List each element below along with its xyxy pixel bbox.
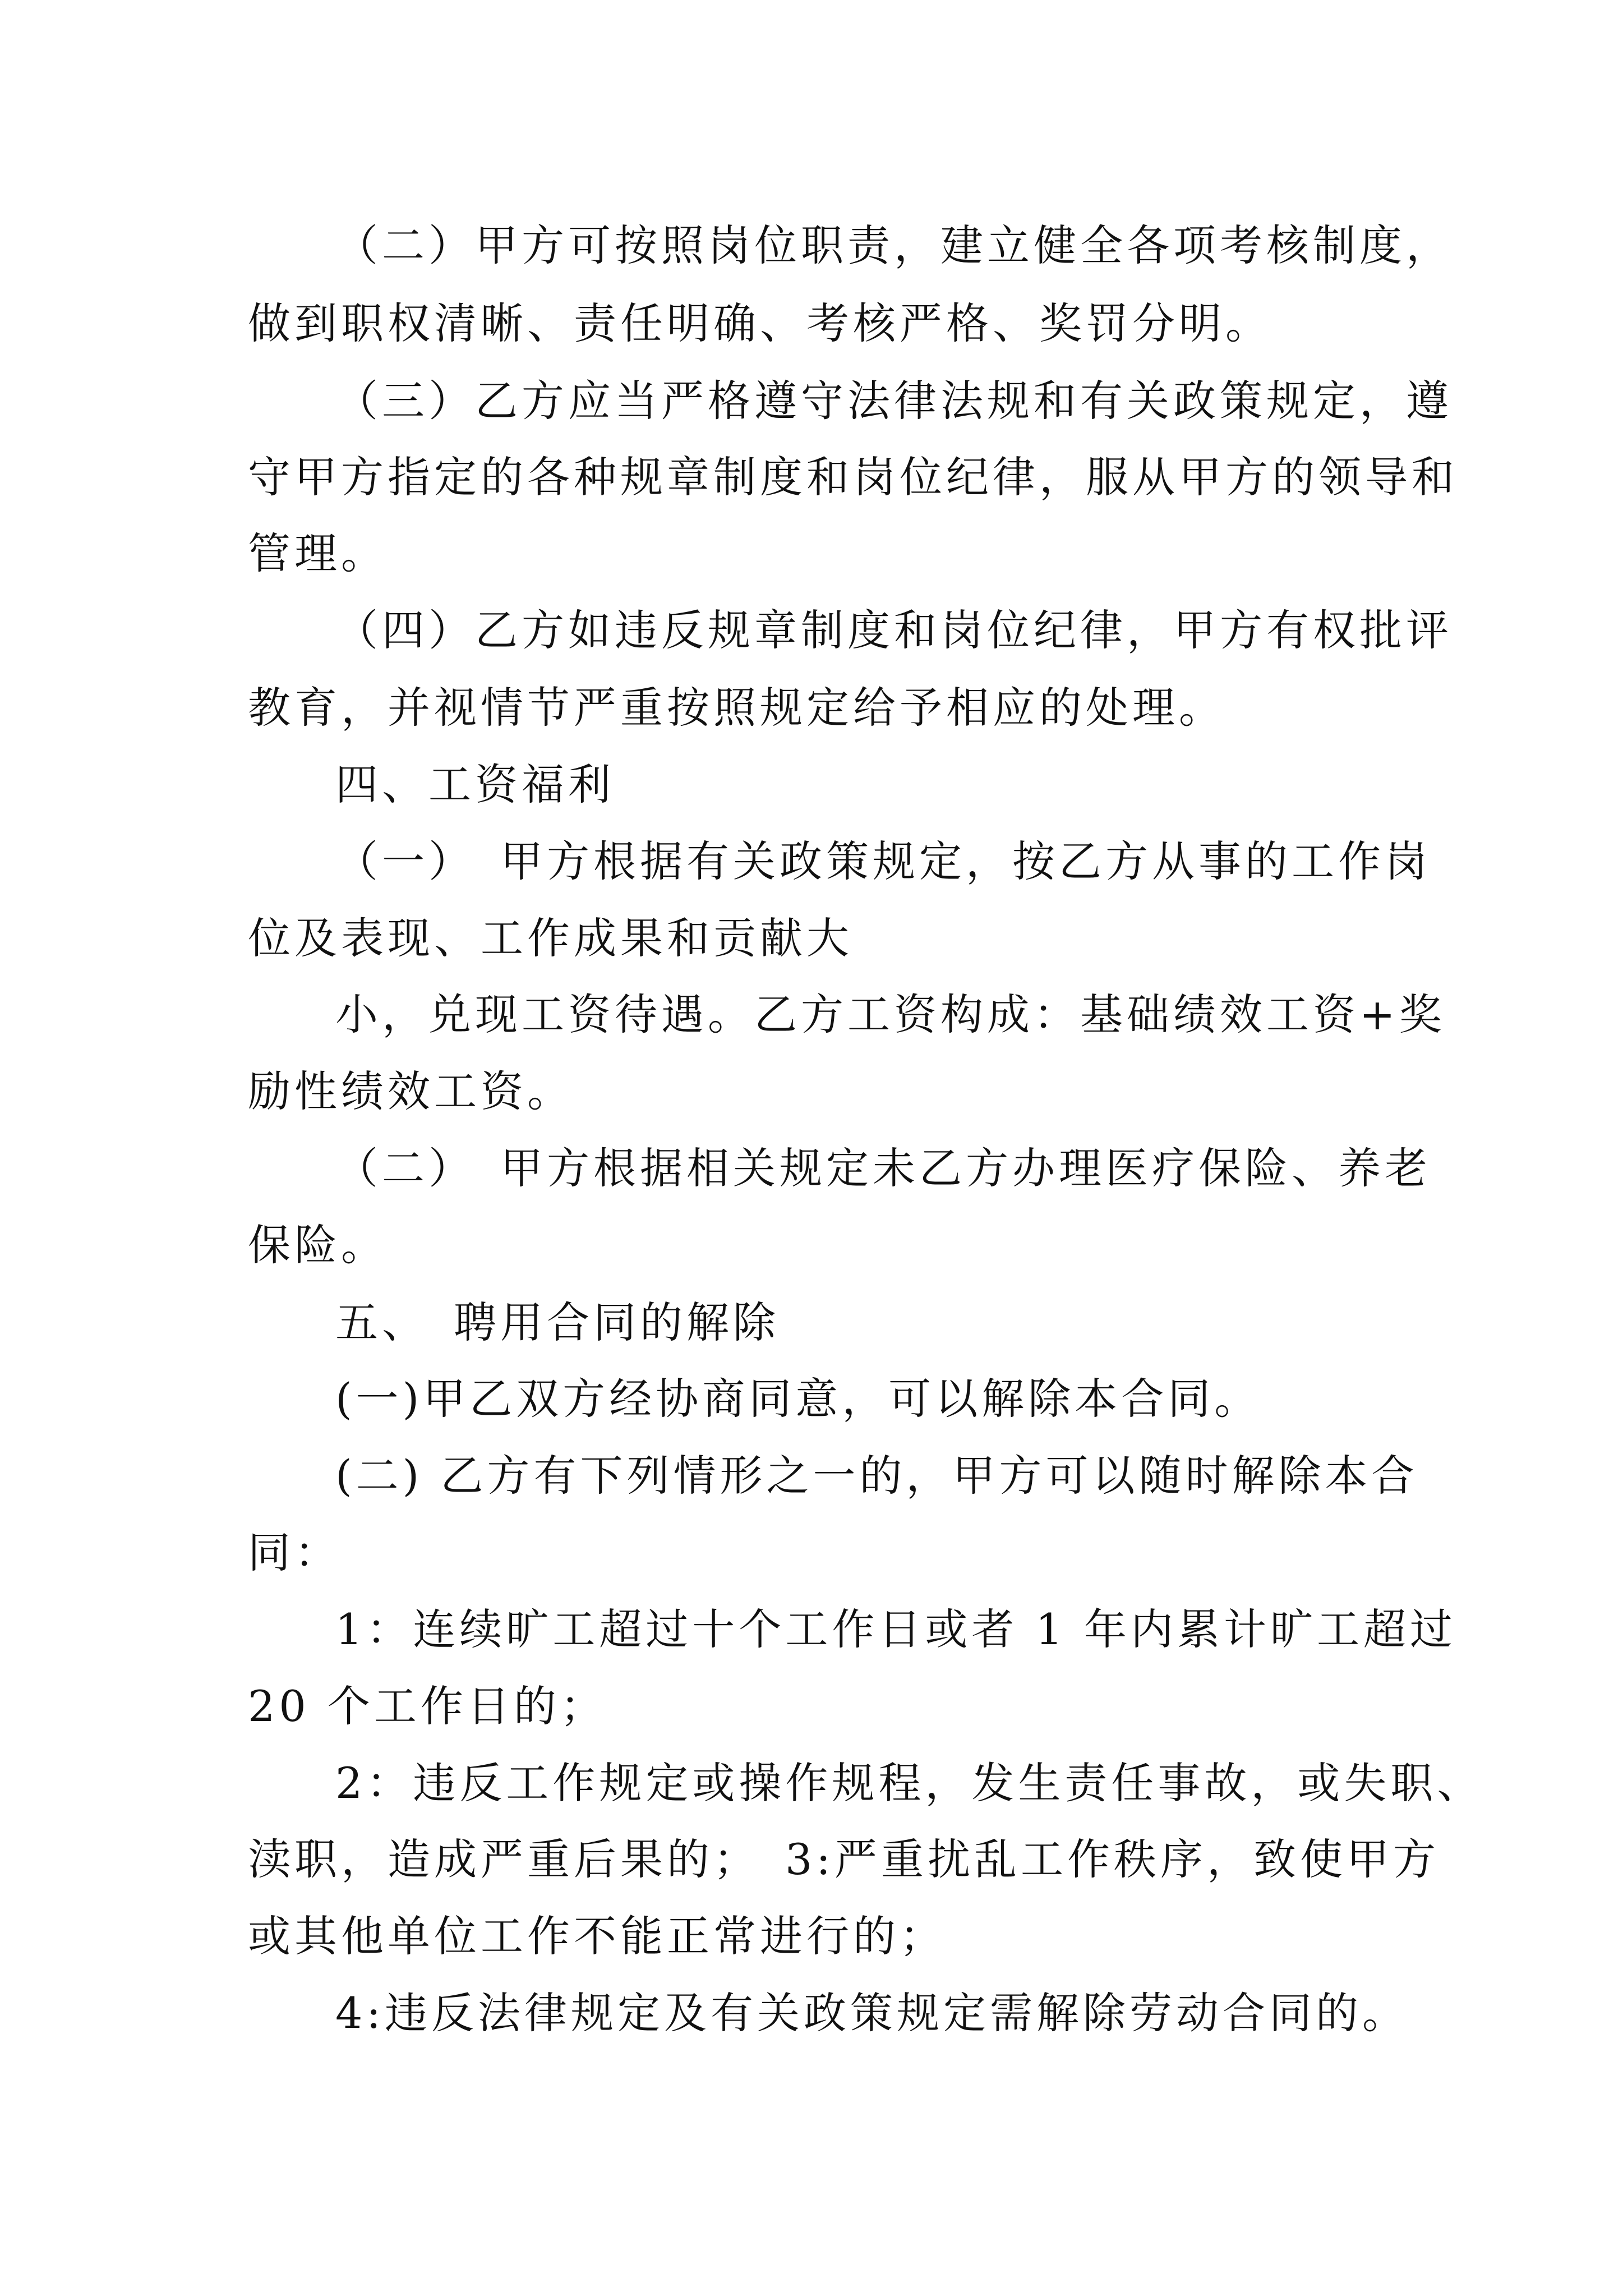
text-line: 或其他单位工作不能正常进行的； <box>248 1911 946 1961</box>
text-line: 同： <box>248 1527 341 1577</box>
text-line: 小，兑现工资待遇。乙方工资构成：基础绩效工资+奖 <box>335 990 1446 1039</box>
text-line: 2：违反工作规定或操作规程，发生责任事故，或失职、 <box>335 1758 1484 1808</box>
text-line: 教育，并视情节严重按照规定给予相应的处理。 <box>248 683 1225 733</box>
section-heading: 四、工资福利 <box>335 760 615 809</box>
text-line: (二) 乙方有下列情形之一的，甲方可以随时解除本合 <box>335 1451 1418 1501</box>
text-line: （四）乙方如违反规章制度和岗位纪律，甲方有权批评 <box>335 605 1453 655</box>
text-line: 励性绩效工资。 <box>248 1066 574 1116</box>
text-line: （二）甲方可按照岗位职责，建立健全各项考核制度， <box>335 220 1453 270</box>
text-line: (一)甲乙双方经协商同意，可以解除本合同。 <box>335 1374 1261 1424</box>
text-line: （一） 甲方根据有关政策规定，按乙方从事的工作岗 <box>335 836 1431 886</box>
text-line: （三）乙方应当严格遵守法律法规和有关政策规定，遵 <box>335 376 1453 426</box>
text-line: 做到职权清晰、责任明确、考核严格、奖罚分明。 <box>248 298 1272 348</box>
text-line: 管理。 <box>248 528 388 578</box>
text-line: （二） 甲方根据相关规定未乙方办理医疗保险、养老 <box>335 1143 1431 1193</box>
text-line: 20 个工作日的； <box>248 1681 607 1731</box>
section-heading: 五、 聘用合同的解除 <box>335 1297 780 1347</box>
text-line: 保险。 <box>248 1220 388 1270</box>
text-line: 位及表现、工作成果和贡献大 <box>248 913 853 963</box>
text-line: 4:违反法律规定及有关政策规定需解除劳动合同的。 <box>335 1988 1409 2038</box>
text-line: 渎职，造成严重后果的； 3:严重扰乱工作秩序，致使甲方 <box>248 1834 1440 1884</box>
text-line: 1：连续旷工超过十个工作日或者 1 年内累计旷工超过 <box>335 1604 1457 1654</box>
text-line: 守甲方指定的各种规章制度和岗位纪律，服从甲方的领导和 <box>248 452 1458 502</box>
